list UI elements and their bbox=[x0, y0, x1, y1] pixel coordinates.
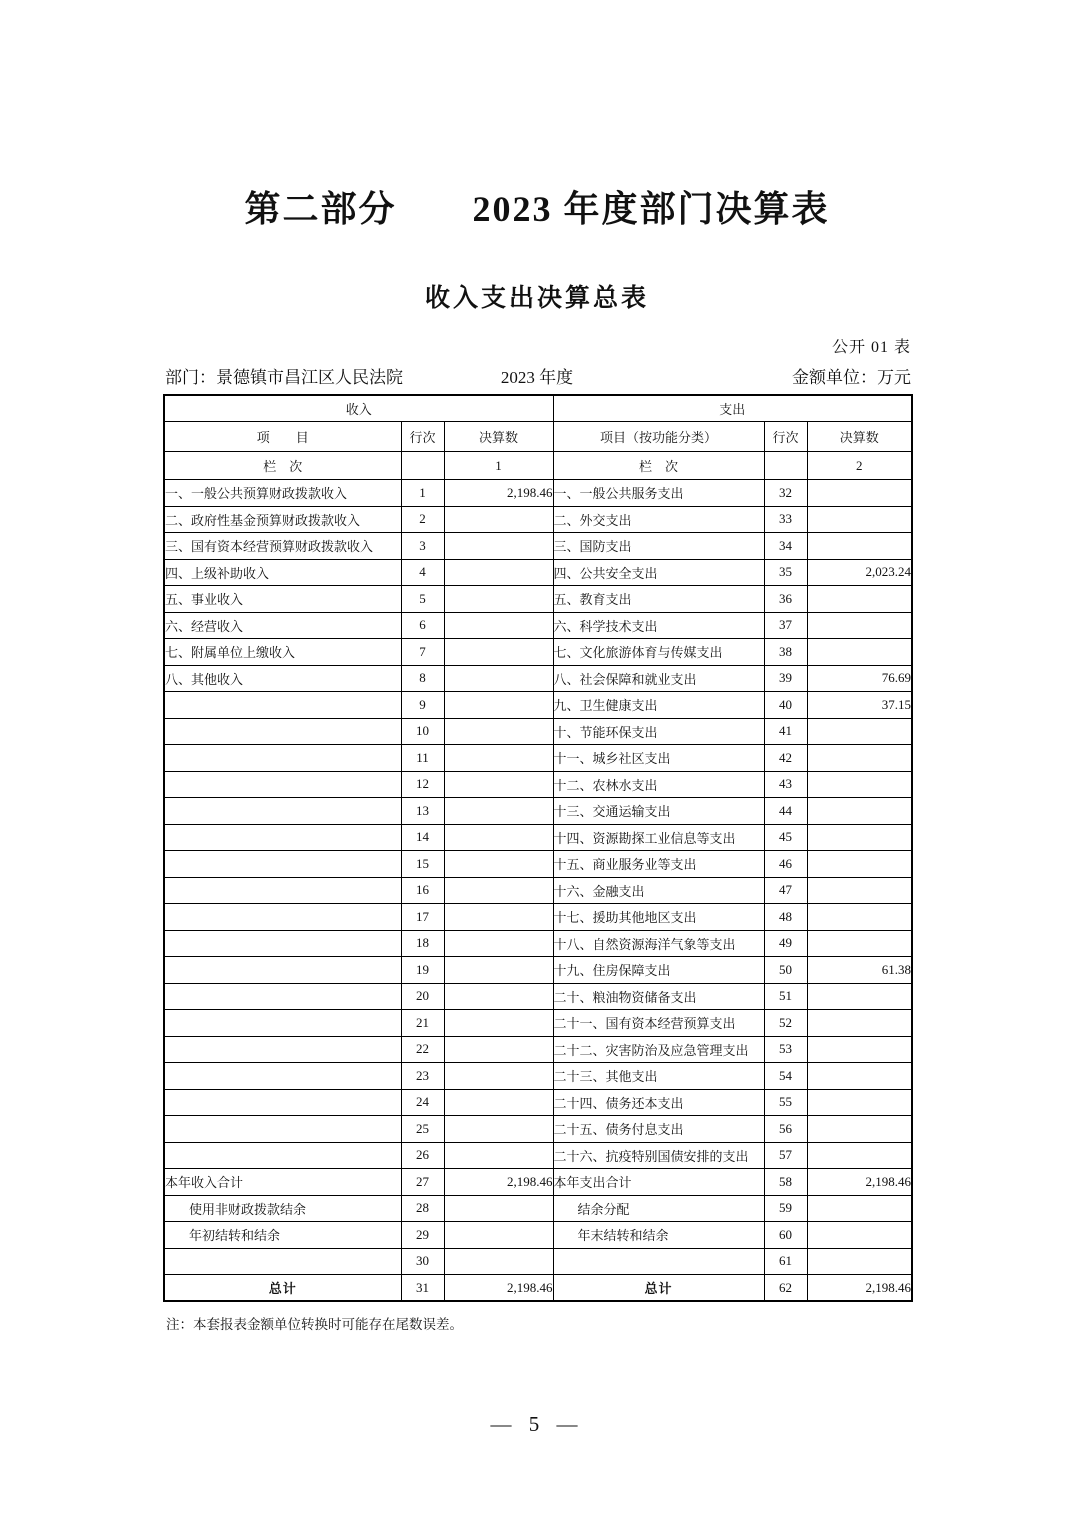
expense-amount-cell: 2,198.46 bbox=[807, 1275, 912, 1302]
budget-summary-table bbox=[163, 394, 913, 1303]
unit-label: 金额单位：万元 bbox=[792, 367, 911, 387]
expense-item-cell: 本年支出合计 bbox=[553, 1169, 764, 1196]
expense-amount-cell: 2,198.46 bbox=[807, 1169, 912, 1196]
expense-rowno-cell: 34 bbox=[764, 533, 807, 560]
income-amount-cell bbox=[444, 745, 553, 772]
expense-item-cell bbox=[553, 1248, 764, 1275]
table-body bbox=[164, 480, 912, 1302]
expense-item-cell: 十七、援助其他地区支出 bbox=[553, 904, 764, 931]
income-amount-cell bbox=[444, 1222, 553, 1249]
table-row bbox=[164, 559, 912, 586]
expense-item-cell: 总计 bbox=[553, 1275, 764, 1302]
income-item-cell bbox=[164, 824, 401, 851]
table-row bbox=[164, 1222, 912, 1249]
expense-rowno-cell: 58 bbox=[764, 1169, 807, 1196]
table-row bbox=[164, 1248, 912, 1275]
expense-rowno-cell: 51 bbox=[764, 983, 807, 1010]
expense-amount-cell bbox=[807, 506, 912, 533]
expense-item-cell: 三、国防支出 bbox=[553, 533, 764, 560]
table-row bbox=[164, 824, 912, 851]
income-item-cell bbox=[164, 1063, 401, 1090]
income-item-cell bbox=[164, 877, 401, 904]
income-rowno-cell: 3 bbox=[401, 533, 444, 560]
expense-rowno-cell: 54 bbox=[764, 1063, 807, 1090]
income-lanci-label: 栏 次 bbox=[164, 452, 401, 480]
table-row bbox=[164, 930, 912, 957]
expense-item-cell: 十、节能环保支出 bbox=[553, 718, 764, 745]
document-page bbox=[163, 0, 911, 1333]
income-item-cell bbox=[164, 851, 401, 878]
expense-item-cell: 二十、粮油物资储备支出 bbox=[553, 983, 764, 1010]
table-row bbox=[164, 665, 912, 692]
income-amount-cell bbox=[444, 612, 553, 639]
table-row bbox=[164, 506, 912, 533]
expense-section-header: 支出 bbox=[553, 395, 912, 422]
income-amount-cell bbox=[444, 559, 553, 586]
expense-amount-cell bbox=[807, 1116, 912, 1143]
table-row bbox=[164, 480, 912, 507]
expense-lanci-label: 栏 次 bbox=[553, 452, 764, 480]
expense-rowno-cell: 46 bbox=[764, 851, 807, 878]
income-item-cell bbox=[164, 745, 401, 772]
expense-item-cell: 年末结转和结余 bbox=[553, 1222, 764, 1249]
income-item-cell: 六、经营收入 bbox=[164, 612, 401, 639]
income-item-cell: 三、国有资本经营预算财政拨款收入 bbox=[164, 533, 401, 560]
income-rowno-cell: 26 bbox=[401, 1142, 444, 1169]
expense-item-cell: 十三、交通运输支出 bbox=[553, 798, 764, 825]
income-item-cell: 五、事业收入 bbox=[164, 586, 401, 613]
income-item-cell: 使用非财政拨款结余 bbox=[164, 1195, 401, 1222]
income-amount-cell bbox=[444, 533, 553, 560]
table-row bbox=[164, 586, 912, 613]
expense-rowno-cell: 32 bbox=[764, 480, 807, 507]
expense-rowno-header: 行次 bbox=[764, 422, 807, 452]
table-row bbox=[164, 692, 912, 719]
column-number-row bbox=[164, 452, 912, 480]
expense-item-cell: 九、卫生健康支出 bbox=[553, 692, 764, 719]
expense-item-cell: 十六、金融支出 bbox=[553, 877, 764, 904]
income-item-cell bbox=[164, 798, 401, 825]
income-rowno-cell: 25 bbox=[401, 1116, 444, 1143]
expense-amount-cell bbox=[807, 877, 912, 904]
expense-rowno-cell: 62 bbox=[764, 1275, 807, 1302]
expense-item-cell: 四、公共安全支出 bbox=[553, 559, 764, 586]
table-row bbox=[164, 745, 912, 772]
income-rowno-cell: 24 bbox=[401, 1089, 444, 1116]
income-amount-cell bbox=[444, 1116, 553, 1143]
expense-amount-cell bbox=[807, 1195, 912, 1222]
expense-item-cell: 八、社会保障和就业支出 bbox=[553, 665, 764, 692]
expense-rowno-cell: 37 bbox=[764, 612, 807, 639]
expense-amount-cell bbox=[807, 1142, 912, 1169]
income-amount-cell bbox=[444, 639, 553, 666]
expense-rowno-cell: 44 bbox=[764, 798, 807, 825]
expense-amount-cell bbox=[807, 851, 912, 878]
table-row bbox=[164, 957, 912, 984]
income-amount-header: 决算数 bbox=[444, 422, 553, 452]
income-item-cell: 本年收入合计 bbox=[164, 1169, 401, 1196]
income-rowno-cell: 16 bbox=[401, 877, 444, 904]
income-rowno-cell: 21 bbox=[401, 1010, 444, 1037]
income-rowno-cell: 7 bbox=[401, 639, 444, 666]
income-item-header: 项 目 bbox=[164, 422, 401, 452]
page-number: — 5 — bbox=[490, 1412, 584, 1436]
income-amount-cell bbox=[444, 798, 553, 825]
expense-item-cell: 十四、资源勘探工业信息等支出 bbox=[553, 824, 764, 851]
expense-amount-cell bbox=[807, 480, 912, 507]
expense-amount-cell bbox=[807, 745, 912, 772]
income-rowno-cell: 9 bbox=[401, 692, 444, 719]
expense-item-cell: 二十五、债务付息支出 bbox=[553, 1116, 764, 1143]
expense-item-cell: 结余分配 bbox=[553, 1195, 764, 1222]
income-rowno-cell: 6 bbox=[401, 612, 444, 639]
income-rowno-cell: 8 bbox=[401, 665, 444, 692]
expense-item-cell: 二十二、灾害防治及应急管理支出 bbox=[553, 1036, 764, 1063]
part-title: 第二部分 2023 年度部门决算表 bbox=[244, 189, 830, 229]
expense-rowno-cell: 40 bbox=[764, 692, 807, 719]
income-item-cell bbox=[164, 1142, 401, 1169]
income-amount-cell bbox=[444, 1248, 553, 1275]
income-item-cell bbox=[164, 904, 401, 931]
income-item-cell: 二、政府性基金预算财政拨款收入 bbox=[164, 506, 401, 533]
expense-amount-cell bbox=[807, 824, 912, 851]
expense-amount-cell bbox=[807, 930, 912, 957]
income-rowno-cell: 15 bbox=[401, 851, 444, 878]
table-row bbox=[164, 1142, 912, 1169]
expense-item-cell: 二十四、债务还本支出 bbox=[553, 1089, 764, 1116]
table-row bbox=[164, 1089, 912, 1116]
income-item-cell: 四、上级补助收入 bbox=[164, 559, 401, 586]
income-col-number: 1 bbox=[444, 452, 553, 480]
income-rowno-cell: 1 bbox=[401, 480, 444, 507]
income-item-cell bbox=[164, 1036, 401, 1063]
income-item-cell bbox=[164, 1248, 401, 1275]
expense-rowno-cell: 48 bbox=[764, 904, 807, 931]
income-rowno-cell: 2 bbox=[401, 506, 444, 533]
income-rowno-cell: 4 bbox=[401, 559, 444, 586]
department-label: 部门：景德镇市昌江区人民法院 bbox=[165, 367, 403, 387]
income-rowno-cell: 28 bbox=[401, 1195, 444, 1222]
expense-item-cell: 十五、商业服务业等支出 bbox=[553, 851, 764, 878]
income-item-cell bbox=[164, 1010, 401, 1037]
table-row bbox=[164, 851, 912, 878]
income-rowno-cell: 17 bbox=[401, 904, 444, 931]
blank-cell bbox=[401, 452, 444, 480]
income-amount-cell bbox=[444, 957, 553, 984]
table-row bbox=[164, 798, 912, 825]
expense-rowno-cell: 42 bbox=[764, 745, 807, 772]
table-row bbox=[164, 983, 912, 1010]
income-rowno-cell: 19 bbox=[401, 957, 444, 984]
income-amount-cell bbox=[444, 1063, 553, 1090]
income-amount-cell bbox=[444, 1010, 553, 1037]
section-header-row bbox=[164, 395, 912, 422]
meta-row bbox=[163, 363, 911, 387]
expense-rowno-cell: 41 bbox=[764, 718, 807, 745]
expense-amount-cell bbox=[807, 612, 912, 639]
expense-rowno-cell: 59 bbox=[764, 1195, 807, 1222]
table-row bbox=[164, 1063, 912, 1090]
blank-cell bbox=[764, 452, 807, 480]
income-amount-cell bbox=[444, 904, 553, 931]
expense-rowno-cell: 56 bbox=[764, 1116, 807, 1143]
expense-item-cell: 二十三、其他支出 bbox=[553, 1063, 764, 1090]
income-amount-cell bbox=[444, 771, 553, 798]
expense-item-cell: 一、一般公共服务支出 bbox=[553, 480, 764, 507]
income-item-cell: 一、一般公共预算财政拨款收入 bbox=[164, 480, 401, 507]
income-amount-cell bbox=[444, 983, 553, 1010]
table-row bbox=[164, 904, 912, 931]
income-rowno-cell: 30 bbox=[401, 1248, 444, 1275]
income-rowno-cell: 29 bbox=[401, 1222, 444, 1249]
year-label: 2023 年度 bbox=[500, 367, 574, 387]
income-amount-cell bbox=[444, 665, 553, 692]
expense-item-cell: 六、科学技术支出 bbox=[553, 612, 764, 639]
expense-item-cell: 十九、住房保障支出 bbox=[553, 957, 764, 984]
expense-item-cell: 二、外交支出 bbox=[553, 506, 764, 533]
expense-item-cell: 二十六、抗疫特别国债安排的支出 bbox=[553, 1142, 764, 1169]
income-item-cell: 七、附属单位上缴收入 bbox=[164, 639, 401, 666]
expense-amount-cell bbox=[807, 771, 912, 798]
expense-rowno-cell: 33 bbox=[764, 506, 807, 533]
table-row bbox=[164, 1195, 912, 1222]
expense-rowno-cell: 35 bbox=[764, 559, 807, 586]
income-rowno-header: 行次 bbox=[401, 422, 444, 452]
table-row bbox=[164, 718, 912, 745]
expense-rowno-cell: 36 bbox=[764, 586, 807, 613]
income-amount-cell bbox=[444, 718, 553, 745]
expense-item-cell: 七、文化旅游体育与传媒支出 bbox=[553, 639, 764, 666]
income-rowno-cell: 5 bbox=[401, 586, 444, 613]
expense-rowno-cell: 52 bbox=[764, 1010, 807, 1037]
expense-rowno-cell: 38 bbox=[764, 639, 807, 666]
income-rowno-cell: 13 bbox=[401, 798, 444, 825]
income-rowno-cell: 11 bbox=[401, 745, 444, 772]
income-amount-cell bbox=[444, 1142, 553, 1169]
expense-rowno-cell: 55 bbox=[764, 1089, 807, 1116]
income-item-cell bbox=[164, 930, 401, 957]
income-amount-cell: 2,198.46 bbox=[444, 480, 553, 507]
expense-amount-cell bbox=[807, 639, 912, 666]
expense-rowno-cell: 53 bbox=[764, 1036, 807, 1063]
expense-item-cell: 二十一、国有资本经营预算支出 bbox=[553, 1010, 764, 1037]
income-rowno-cell: 20 bbox=[401, 983, 444, 1010]
income-amount-cell: 2,198.46 bbox=[444, 1275, 553, 1302]
table-row bbox=[164, 612, 912, 639]
expense-amount-cell: 76.69 bbox=[807, 665, 912, 692]
expense-item-header: 项目（按功能分类） bbox=[553, 422, 764, 452]
expense-amount-cell: 61.38 bbox=[807, 957, 912, 984]
expense-amount-cell bbox=[807, 533, 912, 560]
expense-rowno-cell: 43 bbox=[764, 771, 807, 798]
expense-rowno-cell: 45 bbox=[764, 824, 807, 851]
income-rowno-cell: 22 bbox=[401, 1036, 444, 1063]
income-rowno-cell: 12 bbox=[401, 771, 444, 798]
income-item-cell bbox=[164, 771, 401, 798]
income-item-cell bbox=[164, 692, 401, 719]
expense-rowno-cell: 39 bbox=[764, 665, 807, 692]
income-amount-cell bbox=[444, 930, 553, 957]
income-amount-cell bbox=[444, 506, 553, 533]
table-row bbox=[164, 1169, 912, 1196]
income-item-cell: 年初结转和结余 bbox=[164, 1222, 401, 1249]
income-amount-cell bbox=[444, 1036, 553, 1063]
table-code-label: 公开 01 表 bbox=[831, 338, 911, 356]
income-section-header: 收入 bbox=[164, 395, 553, 422]
expense-rowno-cell: 49 bbox=[764, 930, 807, 957]
table-row bbox=[164, 533, 912, 560]
table-row bbox=[164, 877, 912, 904]
table-row bbox=[164, 1010, 912, 1037]
footnote: 注：本套报表金额单位转换时可能存在尾数误差。 bbox=[166, 1317, 463, 1333]
expense-amount-cell bbox=[807, 1248, 912, 1275]
expense-rowno-cell: 61 bbox=[764, 1248, 807, 1275]
income-amount-cell bbox=[444, 1195, 553, 1222]
expense-item-cell: 十二、农林水支出 bbox=[553, 771, 764, 798]
income-amount-cell bbox=[444, 877, 553, 904]
expense-amount-cell bbox=[807, 1010, 912, 1037]
income-rowno-cell: 23 bbox=[401, 1063, 444, 1090]
income-amount-cell bbox=[444, 824, 553, 851]
expense-rowno-cell: 47 bbox=[764, 877, 807, 904]
income-amount-cell: 2,198.46 bbox=[444, 1169, 553, 1196]
expense-amount-cell bbox=[807, 1063, 912, 1090]
income-item-cell bbox=[164, 1089, 401, 1116]
income-item-cell bbox=[164, 957, 401, 984]
income-rowno-cell: 10 bbox=[401, 718, 444, 745]
income-amount-cell bbox=[444, 1089, 553, 1116]
expense-amount-cell bbox=[807, 1036, 912, 1063]
expense-amount-cell bbox=[807, 718, 912, 745]
income-amount-cell bbox=[444, 851, 553, 878]
table-row bbox=[164, 1116, 912, 1143]
expense-amount-header: 决算数 bbox=[807, 422, 912, 452]
expense-amount-cell: 37.15 bbox=[807, 692, 912, 719]
table-title: 收入支出决算总表 bbox=[424, 283, 649, 312]
income-rowno-cell: 31 bbox=[401, 1275, 444, 1302]
income-rowno-cell: 18 bbox=[401, 930, 444, 957]
expense-amount-cell bbox=[807, 1089, 912, 1116]
expense-amount-cell bbox=[807, 1222, 912, 1249]
expense-rowno-cell: 50 bbox=[764, 957, 807, 984]
expense-col-number: 2 bbox=[807, 452, 912, 480]
expense-item-cell: 十八、自然资源海洋气象等支出 bbox=[553, 930, 764, 957]
income-rowno-cell: 27 bbox=[401, 1169, 444, 1196]
expense-item-cell: 十一、城乡社区支出 bbox=[553, 745, 764, 772]
table-row bbox=[164, 639, 912, 666]
income-amount-cell bbox=[444, 692, 553, 719]
table-row bbox=[164, 1275, 912, 1302]
income-rowno-cell: 14 bbox=[401, 824, 444, 851]
expense-amount-cell bbox=[807, 983, 912, 1010]
income-item-cell: 总计 bbox=[164, 1275, 401, 1302]
expense-amount-cell bbox=[807, 586, 912, 613]
expense-item-cell: 五、教育支出 bbox=[553, 586, 764, 613]
income-item-cell: 八、其他收入 bbox=[164, 665, 401, 692]
income-item-cell bbox=[164, 983, 401, 1010]
expense-amount-cell: 2,023.24 bbox=[807, 559, 912, 586]
expense-amount-cell bbox=[807, 798, 912, 825]
income-amount-cell bbox=[444, 586, 553, 613]
expense-rowno-cell: 57 bbox=[764, 1142, 807, 1169]
expense-amount-cell bbox=[807, 904, 912, 931]
income-item-cell bbox=[164, 718, 401, 745]
expense-rowno-cell: 60 bbox=[764, 1222, 807, 1249]
table-row bbox=[164, 771, 912, 798]
table-row bbox=[164, 1036, 912, 1063]
column-header-row bbox=[164, 422, 912, 452]
income-item-cell bbox=[164, 1116, 401, 1143]
